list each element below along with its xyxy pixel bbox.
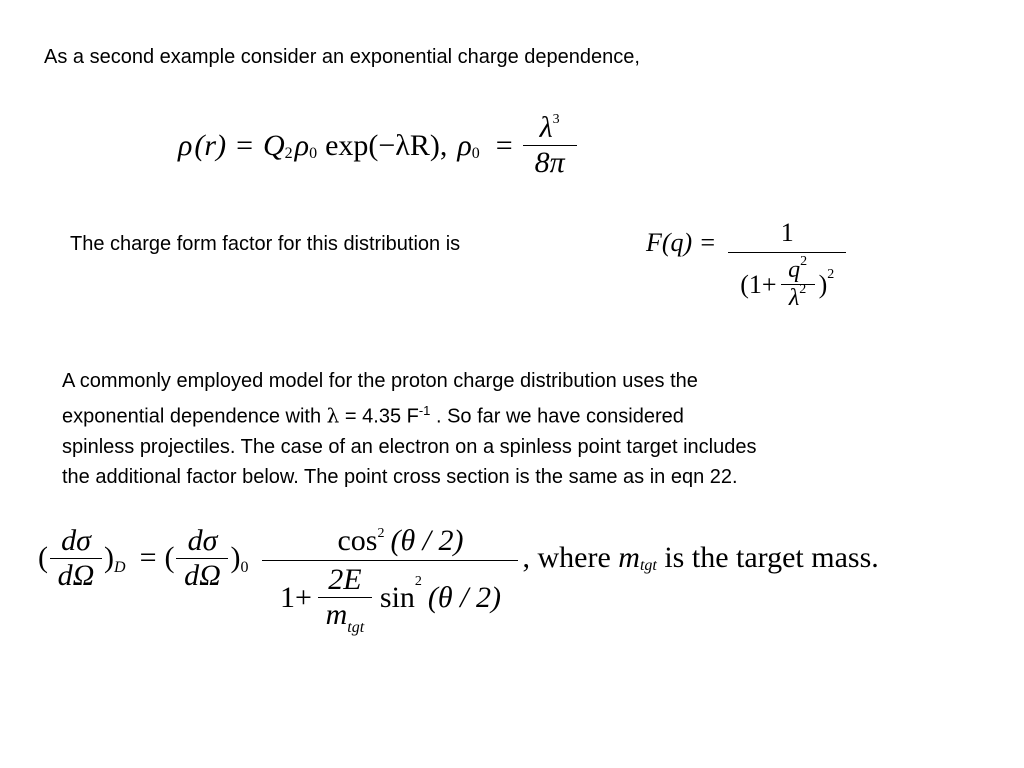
dsigma-numerator-1: dσ xyxy=(61,523,91,557)
paragraph-line-3: spinless projectiles. The case of an electron on a spinless point target includes xyxy=(62,435,757,458)
rho-symbol: ρ xyxy=(178,128,193,162)
lambda-symbol: λ xyxy=(788,285,800,311)
target-mass-subscript: tgt xyxy=(639,557,657,574)
intro-text: As a second example consider an exponential charge dependence, xyxy=(44,46,640,68)
cos-label: cos xyxy=(337,524,378,557)
paren-close-1: ) xyxy=(104,541,114,574)
charge-q-subscript: 2 xyxy=(284,144,293,162)
dsigma-numerator-2: dσ xyxy=(187,523,218,557)
mass-subscript: tgt xyxy=(347,619,365,636)
form-factor-numerator: 1 xyxy=(780,218,794,247)
dsigma-domega-fraction-1 xyxy=(50,524,102,593)
subscript-d: D xyxy=(114,559,126,576)
fraction-bar xyxy=(728,252,846,253)
paren-open-1: ( xyxy=(38,541,48,574)
charge-q: Q xyxy=(262,128,285,162)
radius-argument: (r) xyxy=(194,128,227,162)
proton-model-paragraph xyxy=(62,366,982,492)
target-mass-text: is the target mass. xyxy=(656,541,879,574)
lambda-cube-fraction xyxy=(523,111,577,180)
cos-argument: (θ / 2) xyxy=(390,524,464,557)
target-mass-symbol: m xyxy=(618,541,640,574)
lambda-exponent: 2 xyxy=(799,282,807,297)
sin-argument: (θ / 2) xyxy=(427,580,501,614)
lambda-exponent: 3 xyxy=(552,112,560,127)
one-plus: 1+ xyxy=(279,580,312,614)
domega-denominator-1: dΩ xyxy=(57,558,95,592)
equals-sign-2: = xyxy=(495,128,513,162)
rho-zero: ρ xyxy=(294,128,310,162)
domega-denominator-2: dΩ xyxy=(184,558,221,592)
lambda-numerator: λ xyxy=(539,111,553,144)
form-factor-equation xyxy=(646,200,846,330)
q-exponent: 2 xyxy=(800,254,808,269)
cross-section-denominator xyxy=(279,563,501,636)
eight-pi-denominator: 8π xyxy=(534,146,565,179)
q-symbol: q xyxy=(788,257,801,283)
energy-over-mass-fraction xyxy=(318,563,372,636)
denominator-close: ) xyxy=(818,269,828,299)
cross-section-equation xyxy=(38,508,879,668)
where-text: , where xyxy=(522,541,619,574)
exponential-term: exp(−λR), xyxy=(325,128,448,162)
fermi-exponent: -1 xyxy=(418,403,431,418)
sin-exponent: 2 xyxy=(414,573,422,589)
subscript-zero: 0 xyxy=(240,559,249,576)
cos-numerator xyxy=(317,508,463,558)
rho-zero-definition: ρ xyxy=(457,128,472,162)
cross-section-tail xyxy=(522,508,878,608)
rho-zero-definition-subscript: 0 xyxy=(471,144,480,162)
cos-exponent: 2 xyxy=(377,526,385,541)
paragraph-line-2-value: = 4.35 F xyxy=(339,405,419,428)
main-fraction-bar xyxy=(262,560,518,561)
paragraph-line-2 xyxy=(62,396,982,432)
paragraph-line-2-start: exponential dependence with xyxy=(62,405,327,428)
denominator-exponent: 2 xyxy=(827,266,835,282)
paragraph-line-4: the additional factor below. The point cross section is the same as in eqn 22. xyxy=(62,465,738,488)
density-equation xyxy=(178,98,577,193)
equals-sign: = xyxy=(139,541,157,574)
paren-open-2: ( xyxy=(164,541,175,574)
equals-sign: = xyxy=(236,128,253,162)
sin-label: sin xyxy=(379,580,415,614)
form-factor-lhs: F(q) = xyxy=(646,228,717,257)
mass-symbol: m xyxy=(325,598,348,631)
denominator-open: (1+ xyxy=(740,269,777,299)
q-over-lambda-fraction xyxy=(781,254,815,312)
rho-zero-subscript: 0 xyxy=(309,144,318,162)
form-factor-text: The charge form factor for this distribution is xyxy=(70,233,461,255)
lambda-inline: λ xyxy=(326,403,340,428)
paragraph-line-1: A commonly employed model for the proton charge distribution uses the xyxy=(62,370,698,392)
paren-close-2: ) xyxy=(230,541,241,574)
paragraph-line-2-end: . So far we have considered xyxy=(430,405,684,428)
two-e-numerator: 2E xyxy=(328,563,362,596)
form-factor-fraction xyxy=(728,218,846,312)
dsigma-domega-fraction-2 xyxy=(176,524,228,593)
